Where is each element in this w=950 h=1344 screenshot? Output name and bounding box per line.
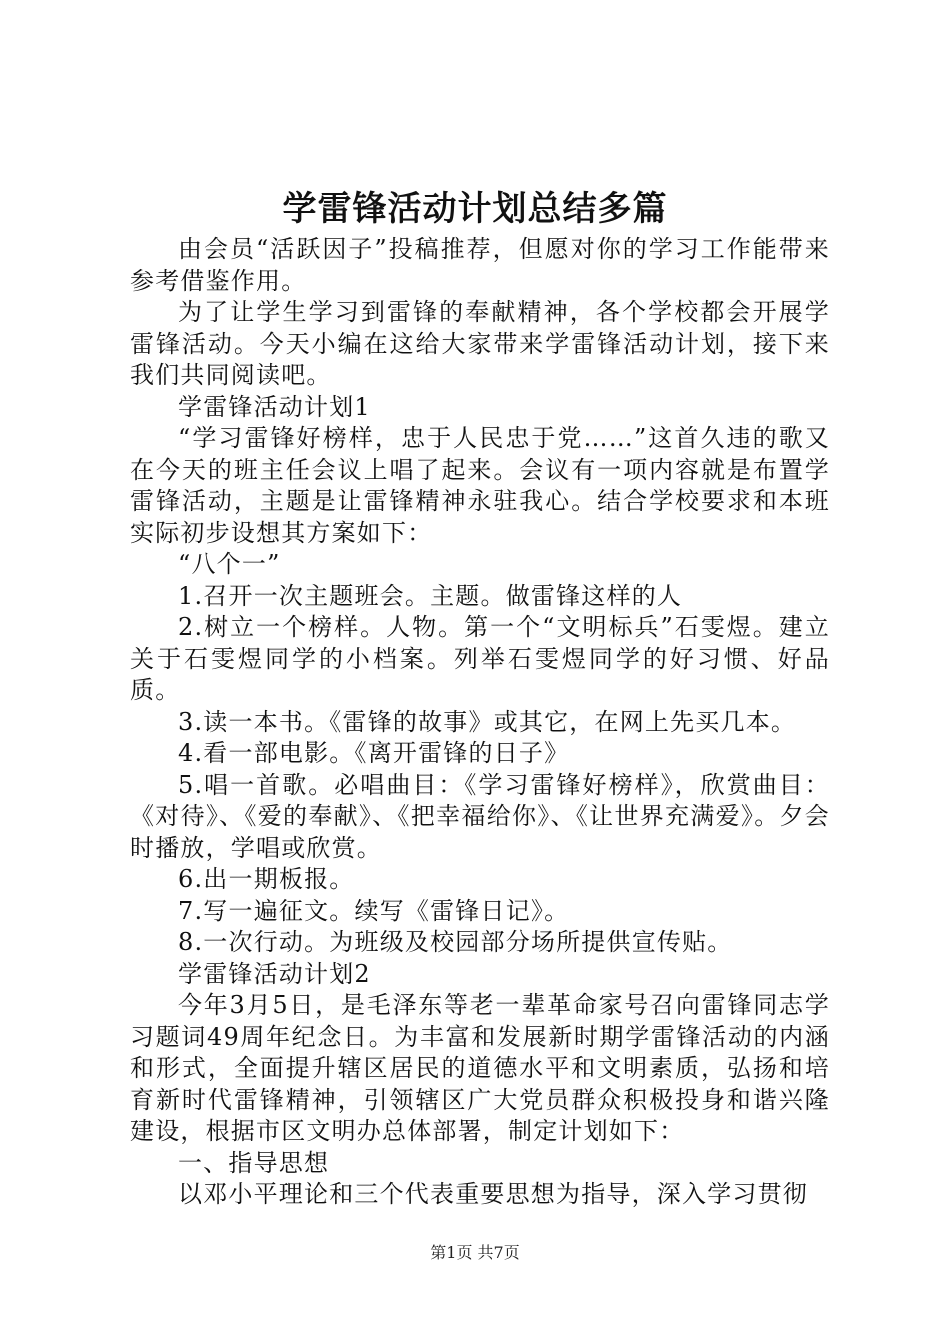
- page-footer: 第1页 共7页: [430, 1243, 520, 1262]
- document-body: [130, 234, 830, 1211]
- document-title: 学雷锋活动计划总结多篇: [282, 189, 668, 229]
- paragraph-intro-note: 由会员“活跃因子”投稿推荐，但愿对你的学习工作能带来参考借鉴作用。: [130, 235, 830, 295]
- paragraph-plan-1-intro: “学习雷锋好榜样，忠于人民忠于党……”这首久违的歌又在今天的班主任会议上唱了起来。会议有一项内容就是布置学雷锋活动，主题是让雷锋精神永驻我心。结合学校要求和本班实际初步设想其方案如下：: [130, 424, 830, 547]
- paragraph-intro: 为了让学生学习到雷锋的奉献精神，各个学校都会开展学雷锋活动。今天小编在这给大家带来学雷锋活动计划，接下来我们共同阅读吧。: [130, 298, 830, 389]
- list-item-2: 2.树立一个榜样。人物。第一个“文明标兵”石雯煜。建立关于石雯煜同学的小档案。列举石雯煜同学的好习惯、好品质。: [130, 613, 830, 704]
- list-item-8: 8.一次行动。为班级及校园部分场所提供宣传贴。: [178, 928, 733, 956]
- list-item-1: 1.召开一次主题班会。主题。做雷锋这样的人: [178, 581, 683, 610]
- subheading-guiding-thought: 一、指导思想: [178, 1148, 330, 1177]
- section-heading-plan-1: 学雷锋活动计划1: [178, 392, 371, 421]
- list-item-4: 4.看一部电影。《离开雷锋的日子》: [178, 739, 570, 767]
- section-heading-plan-2: 学雷锋活动计划2: [178, 959, 371, 988]
- paragraph-guiding-thought: 以邓小平理论和三个代表重要思想为指导，深入学习贯彻: [178, 1180, 808, 1208]
- list-item-6: 6.出一期板报。: [178, 865, 355, 893]
- paragraph-eight-ones: “八个一”: [178, 550, 281, 578]
- list-item-5: 5.唱一首歌。必唱曲目：《学习雷锋好榜样》，欣赏曲目：《对待》、《爱的奉献》、《把幸福给你》、《让世界充满爱》。夕会时播放，学唱或欣赏。: [130, 770, 830, 862]
- list-item-3: 3.读一本书。《雷锋的故事》或其它，在网上先买几本。: [178, 707, 797, 736]
- list-item-7: 7.写一遍征文。续写《雷锋日记》。: [178, 896, 570, 925]
- paragraph-plan-2-intro: 今年3月5日，是毛泽东等老一辈革命家号召向雷锋同志学习题词49周年纪念日。为丰富和发展新时期学雷锋活动的内涵和形式，全面提升辖区居民的道德水平和文明素质，弘扬和培育新时代雷锋精神，引领辖区广大党员群众积极投身和谐兴隆建设，根据市区文明办总体部署，制定计划如下：: [130, 991, 830, 1145]
